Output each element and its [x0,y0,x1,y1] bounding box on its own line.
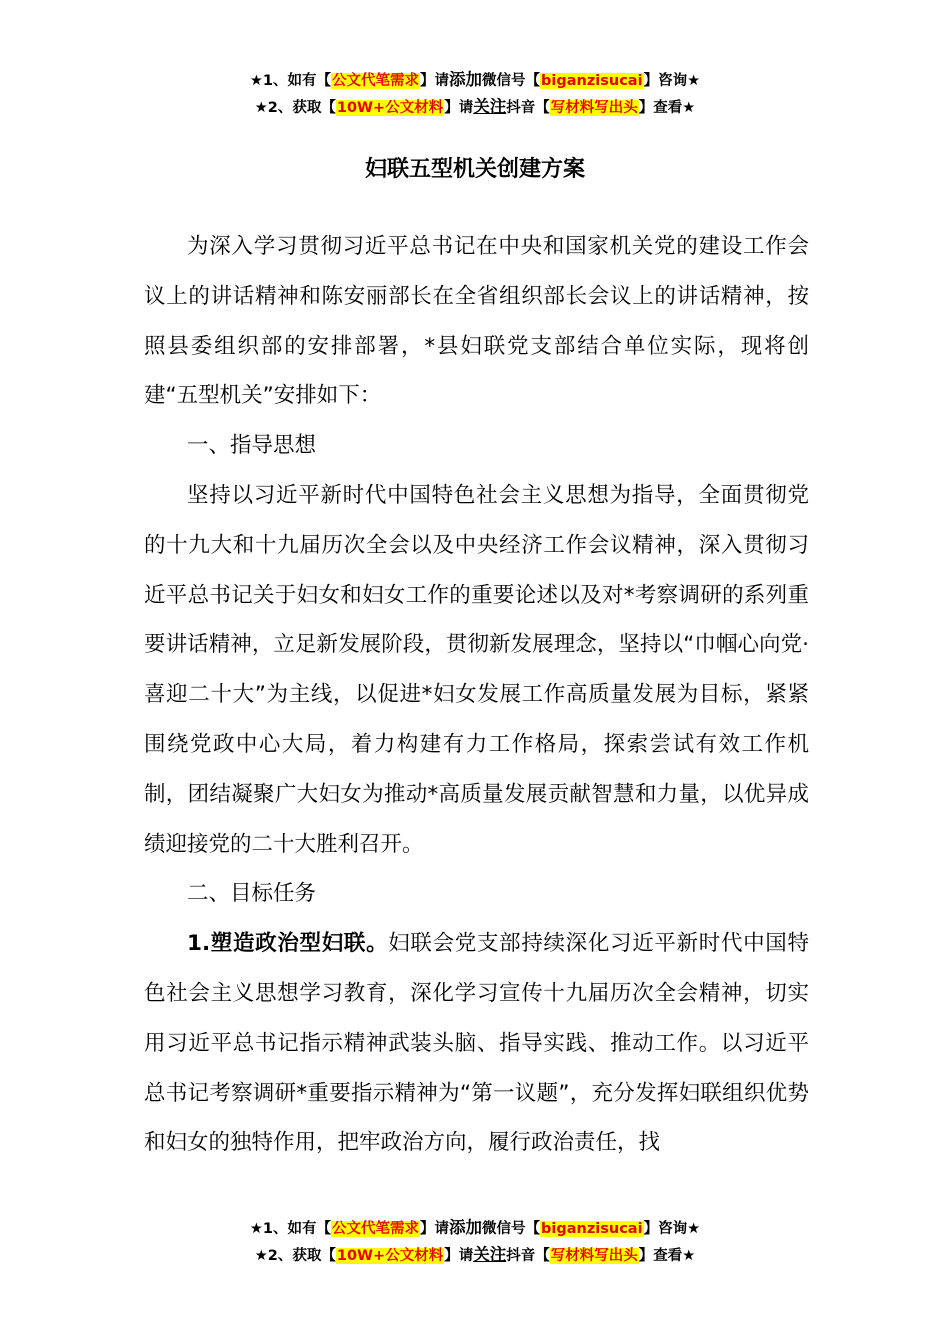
promo-text: 抖音【 [506,100,550,116]
promo-line-2 [0,94,950,121]
promo-highlight: 10W+公文材料 [336,1248,444,1264]
promo-text-emphasis: 关注 [473,1245,507,1264]
intro-paragraph: 为深入学习贯彻习近平总书记在中央和国家机关党的建设工作会议上的讲话精神和陈安丽部长在全省组织部长会议上的讲话精神，按照县委组织部的安排部署，*县妇联党支部结合单位实际，现将创建“五型机关”安排如下： [144,234,809,409]
promo-text: 抖音【 [506,1248,550,1264]
promo-highlight-wechat-id: biganzisucai [541,73,643,89]
promo-highlight-douyin-id: 写材料写出头 [550,1248,638,1264]
promo-highlight: 公文代笔需求 [332,73,420,89]
promo-banner-bottom [0,1215,950,1269]
promo-text: ★1、如有【 [249,73,332,89]
promo-line-1 [0,67,950,94]
section-heading-goals-tasks: 二、目标任务 [187,881,317,907]
promo-line-1 [0,1215,950,1242]
promo-text: 】请 [444,100,474,116]
promo-text: 】查看★ [638,1248,696,1264]
promo-text: 】请 [444,1248,474,1264]
promo-highlight-wechat-id: biganzisucai [541,1221,643,1237]
promo-text: 】请 [420,1221,450,1237]
promo-highlight: 10W+公文材料 [336,100,444,116]
document-body [144,222,809,1168]
section-heading-guiding-ideology: 一、指导思想 [187,433,317,459]
goal-item-1-body: 妇联会党支部持续深化习近平新时代中国特色社会主义思想学习教育，深化学习宣传十九届历次全会精神，切实用习近平总书记指示精神武装头脑、指导实践、推动工作。以习近平总书记考察调研*重要指示精神为“第一议题”，充分发挥妇联组织优势和妇女的独特作用，把牢政治方向，履行政治责任，找 [144,931,809,1156]
goal-item-1-paragraph [144,919,809,1168]
promo-text: 】请 [420,73,450,89]
promo-text: 微信号【 [482,73,541,89]
promo-highlight-douyin-id: 写材料写出头 [550,100,638,116]
promo-text-emphasis: 添加 [449,1218,483,1237]
promo-text: 】查看★ [638,100,696,116]
promo-text-emphasis: 添加 [449,70,483,89]
promo-banner-top [0,67,950,121]
promo-highlight: 公文代笔需求 [332,1221,420,1237]
guiding-ideology-paragraph: 坚持以习近平新时代中国特色社会主义思想为指导，全面贯彻党的十九大和十九届历次全会以及中央经济工作会议精神，深入贯彻习近平总书记关于妇女和妇女工作的重要论述以及对*考察调研的系列重要讲话精神，立足新发展阶段，贯彻新发展理念，坚持以“巾帼心向党·喜迎二十大”为主线，以促进*妇女发展工作高质量发展为目标，紧紧围绕党政中心大局，着力构建有力工作格局，探索尝试有效工作机制，团结凝聚广大妇女为推动*高质量发展贡献智慧和力量，以优异成绩迎接党的二十大胜利召开。 [144,482,809,857]
promo-line-2 [0,1242,950,1269]
promo-text: ★2、获取【 [254,1248,336,1264]
promo-text: 】咨询★ [643,73,701,89]
promo-text: 】咨询★ [643,1221,701,1237]
promo-text: 微信号【 [482,1221,541,1237]
goal-item-1-title: 1.塑造政治型妇联。 [187,931,389,957]
document-title: 妇联五型机关创建方案 [364,157,585,182]
promo-text: ★1、如有【 [249,1221,332,1237]
promo-text: ★2、获取【 [254,100,336,116]
promo-text-emphasis: 关注 [473,97,507,116]
